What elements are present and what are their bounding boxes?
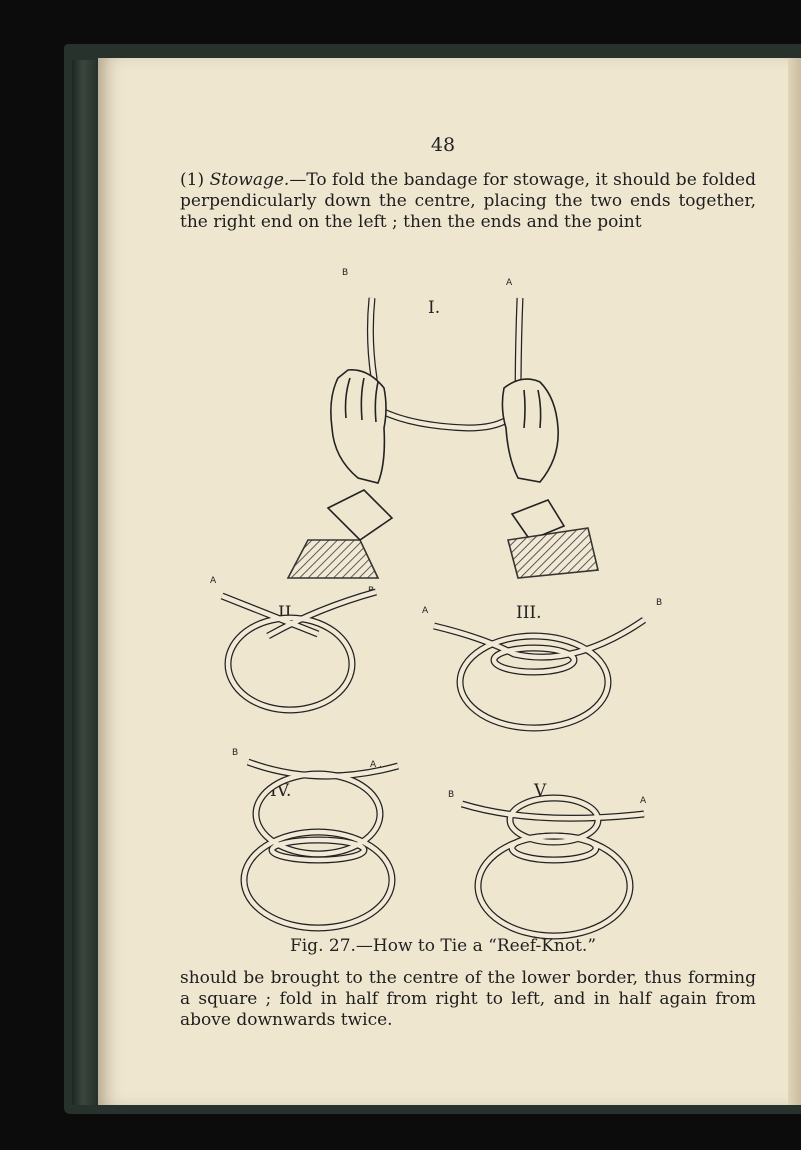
figure-panel-5-reef-knot <box>454 786 654 946</box>
figure-panel-4-knot <box>228 748 408 938</box>
page-number: 48 <box>430 134 456 156</box>
panel-label-3: III. <box>516 603 542 623</box>
paragraph-stowage <box>180 170 756 233</box>
page-edge <box>786 58 801 1105</box>
book-page <box>98 58 788 1105</box>
end-label-a: A <box>506 278 513 288</box>
italic-term: Stowage. <box>209 170 290 190</box>
figure-panel-2-loop <box>208 578 388 718</box>
panel-label-5: V <box>534 781 547 801</box>
panel-label-2: II. <box>278 603 297 623</box>
end-label-a: A <box>210 576 217 586</box>
figure-panel-3-loop <box>424 598 654 738</box>
paragraph-continuation: should be brought to the centre of the lower border, thus forming a square ; fold in half from right to left, and in half again from above downwards twice. <box>180 968 756 1030</box>
end-label-b: B <box>656 598 663 608</box>
end-label-b: B <box>342 268 349 278</box>
paragraph-text: —To fold the bandage for stowage, it should be folded perpendicularly down the centre, placing the two ends together, the right end on the left ; then the ends and the point <box>180 170 757 232</box>
end-label-a: A . <box>370 760 382 770</box>
panel-label-4: IV. <box>270 781 292 801</box>
end-label-b: B. <box>368 586 378 596</box>
end-label-b: B <box>448 790 455 800</box>
end-label-a: A <box>422 606 429 616</box>
end-label-b: B <box>232 748 239 758</box>
figure-panel-1-hands <box>268 278 608 578</box>
book-spine <box>72 60 96 1105</box>
panel-label-1: I. <box>428 298 441 318</box>
end-label-a: A <box>640 796 647 806</box>
paragraph-label: (1) <box>180 170 205 190</box>
figure-caption: Fig. 27.—How to Tie a “Reef-Knot.” <box>289 936 597 956</box>
